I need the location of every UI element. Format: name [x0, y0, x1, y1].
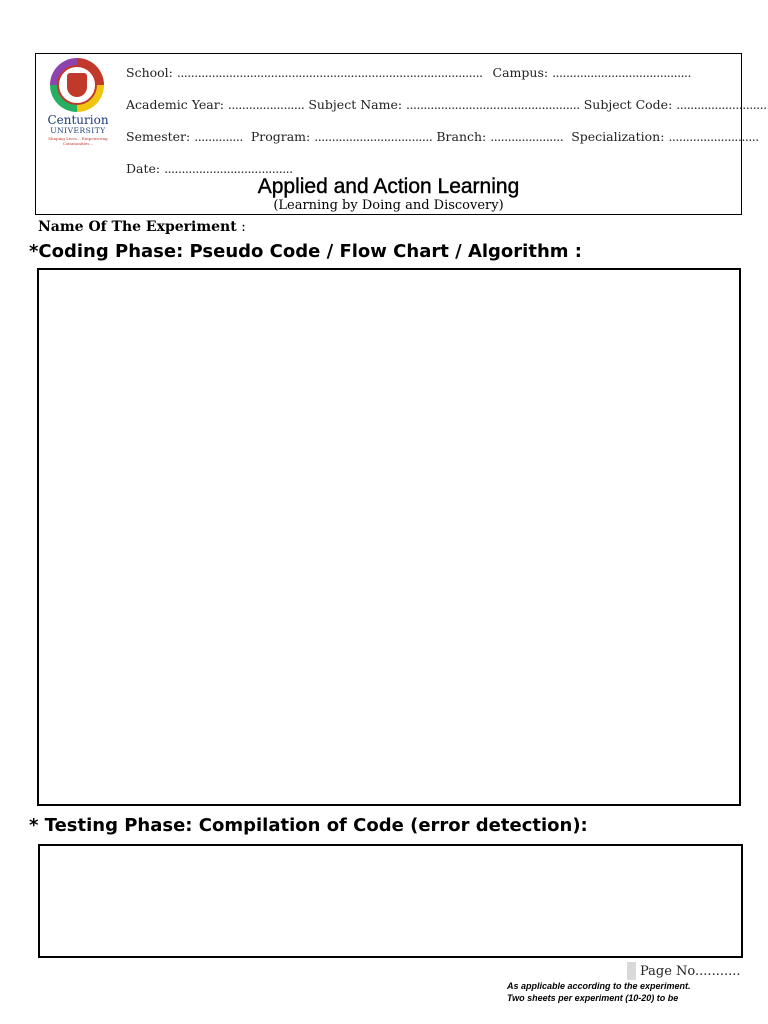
date-label: Date:	[126, 161, 161, 176]
academic-year-label: Academic Year:	[126, 97, 224, 112]
subject-name-label: Subject Name:	[308, 97, 403, 112]
coding-phase-box[interactable]	[37, 268, 741, 806]
header-box	[35, 53, 767, 215]
subject-name-field[interactable]: ..................................................	[406, 97, 580, 112]
branch-field[interactable]: .....................	[490, 129, 564, 144]
logo-name: Centurion	[47, 113, 109, 127]
subject-code-field[interactable]: ..........................	[676, 97, 767, 112]
footnote-line-1: As applicable according to the experiment.	[507, 981, 691, 991]
semester-label: Semester:	[126, 129, 191, 144]
page-title: Applied and Action Learning	[257, 175, 520, 198]
semester-field[interactable]: ..............	[194, 129, 243, 144]
experiment-name	[38, 219, 246, 235]
date-field[interactable]: .....................................	[164, 161, 293, 176]
experiment-name-suffix: :	[236, 219, 246, 235]
header-row-2	[126, 97, 767, 112]
page-marker-icon	[627, 962, 636, 980]
logo-subname: UNIVERSITY	[50, 126, 106, 135]
school-label: School:	[126, 65, 173, 80]
page-subtitle: (Learning by Doing and Discovery)	[273, 198, 504, 213]
campus-label: Campus:	[492, 65, 549, 80]
branch-label: Branch:	[436, 129, 487, 144]
program-label: Program:	[250, 129, 311, 144]
specialization-field[interactable]: ..........................	[668, 129, 759, 144]
specialization-label: Specialization:	[571, 129, 665, 144]
testing-phase-box[interactable]	[38, 844, 743, 958]
experiment-name-label: Name Of The Experiment	[38, 219, 237, 235]
footnote-line-2: Two sheets per experiment (10-20) to be	[507, 993, 679, 1003]
subject-code-label: Subject Code:	[583, 97, 673, 112]
school-field[interactable]: ........................................................................................	[176, 65, 483, 80]
coding-phase-heading: *Coding Phase: Pseudo Code / Flow Chart / Algorithm :	[29, 241, 582, 262]
page-number	[627, 962, 741, 980]
header-row-1	[126, 65, 691, 80]
logo-shield-icon	[67, 73, 87, 97]
header-row-3	[126, 129, 759, 144]
program-field[interactable]: ..................................	[314, 129, 433, 144]
logo-tagline: Shaping Lives... Empowering Communities...	[48, 136, 108, 146]
academic-year-field[interactable]: ......................	[227, 97, 305, 112]
university-logo	[46, 58, 110, 154]
header-row-4	[126, 161, 293, 176]
page-number-label: Page No...........	[640, 963, 741, 979]
testing-phase-heading: * Testing Phase: Compilation of Code (error detection):	[29, 815, 588, 836]
campus-field[interactable]: ........................................	[552, 65, 691, 80]
